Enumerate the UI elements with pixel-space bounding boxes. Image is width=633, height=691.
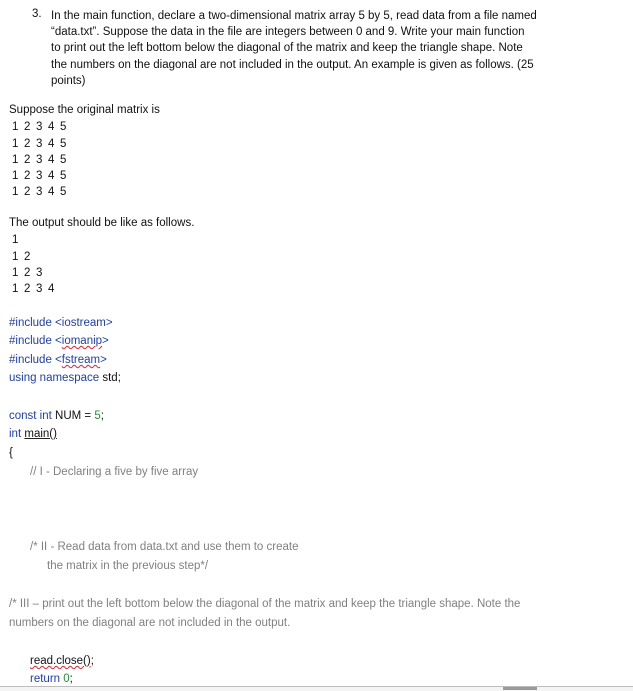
include-keyword: #include [9,354,52,366]
output-row: 1 2 3 [12,267,44,279]
question-text [51,8,591,89]
original-matrix-row: 1 2 3 4 5 [12,121,68,133]
scrollbar-thumb[interactable] [503,687,537,690]
question-line: the numbers on the diagonal are not included in the output. An example is given as follows. (25 [51,58,534,71]
include-header: <iostream> [55,317,113,329]
output-heading: The output should be like as follows. [9,217,195,229]
code-read-close [30,655,94,667]
const-name: NUM = [51,410,95,422]
original-matrix-row: 1 2 3 4 5 [12,154,68,166]
code-include-fstream [9,354,107,366]
code-const-decl [9,410,104,422]
question-line: to print out the left bottom below the diagonal of the matrix and keep the triangle shape. Note [51,42,523,55]
semicolon: ; [100,410,104,422]
const-keyword: const int [9,410,52,422]
code-return [30,673,73,685]
semicolon: ; [90,655,94,667]
horizontal-scrollbar[interactable] [0,686,633,691]
read-close-call: read.close() [30,655,91,667]
question-number: 3. [32,8,42,20]
code-comment-step3: numbers on the diagonal are not included in the output. [9,617,291,629]
question-line: points) [51,74,86,87]
code-include-iostream [9,317,113,329]
int-keyword: int [9,428,22,440]
question-line: In the main function, declare a two-dimensional matrix array 5 by 5, read data from a file named [51,10,537,22]
code-comment-step1: // I - Declaring a five by five array [30,466,199,478]
semicolon: ; [69,673,73,685]
code-include-iomanip [9,335,109,347]
spellcheck-word: fstream [61,354,101,366]
spellcheck-word: iomanip [61,335,103,347]
using-keyword: using namespace [9,372,100,384]
original-matrix-row: 1 2 3 4 5 [12,170,68,182]
question-line: “data.txt”. Suppose the data in the file are integers between 0 and 9. Write your main function [51,26,525,39]
code-comment-step2: the matrix in the previous step*/ [47,560,209,572]
output-row: 1 2 [12,251,32,263]
code-comment-step2: /* II - Read data from data.txt and use them to create [30,541,299,553]
original-matrix-heading: Suppose the original matrix is [9,104,160,116]
output-row: 1 [12,234,20,246]
include-header: <iomanip> [55,335,109,347]
const-value: 5 [94,410,101,422]
original-matrix-row: 1 2 3 4 5 [12,186,68,198]
include-keyword: #include [9,317,52,329]
return-keyword: return [30,673,61,685]
using-rest: std; [99,372,121,384]
code-comment-step3: /* III – print out the left bottom below the diagonal of the matrix and keep the triangle shape. Note the [9,598,521,610]
code-using-namespace [9,372,121,384]
include-keyword: #include [9,335,52,347]
output-row: 1 2 3 4 [12,283,56,295]
code-main-signature [9,428,57,440]
return-value: 0 [63,673,70,685]
include-header: <fstream> [55,354,107,366]
main-function-name: main() [24,428,57,440]
original-matrix-row: 1 2 3 4 5 [12,138,68,150]
code-open-brace: { [9,447,13,459]
